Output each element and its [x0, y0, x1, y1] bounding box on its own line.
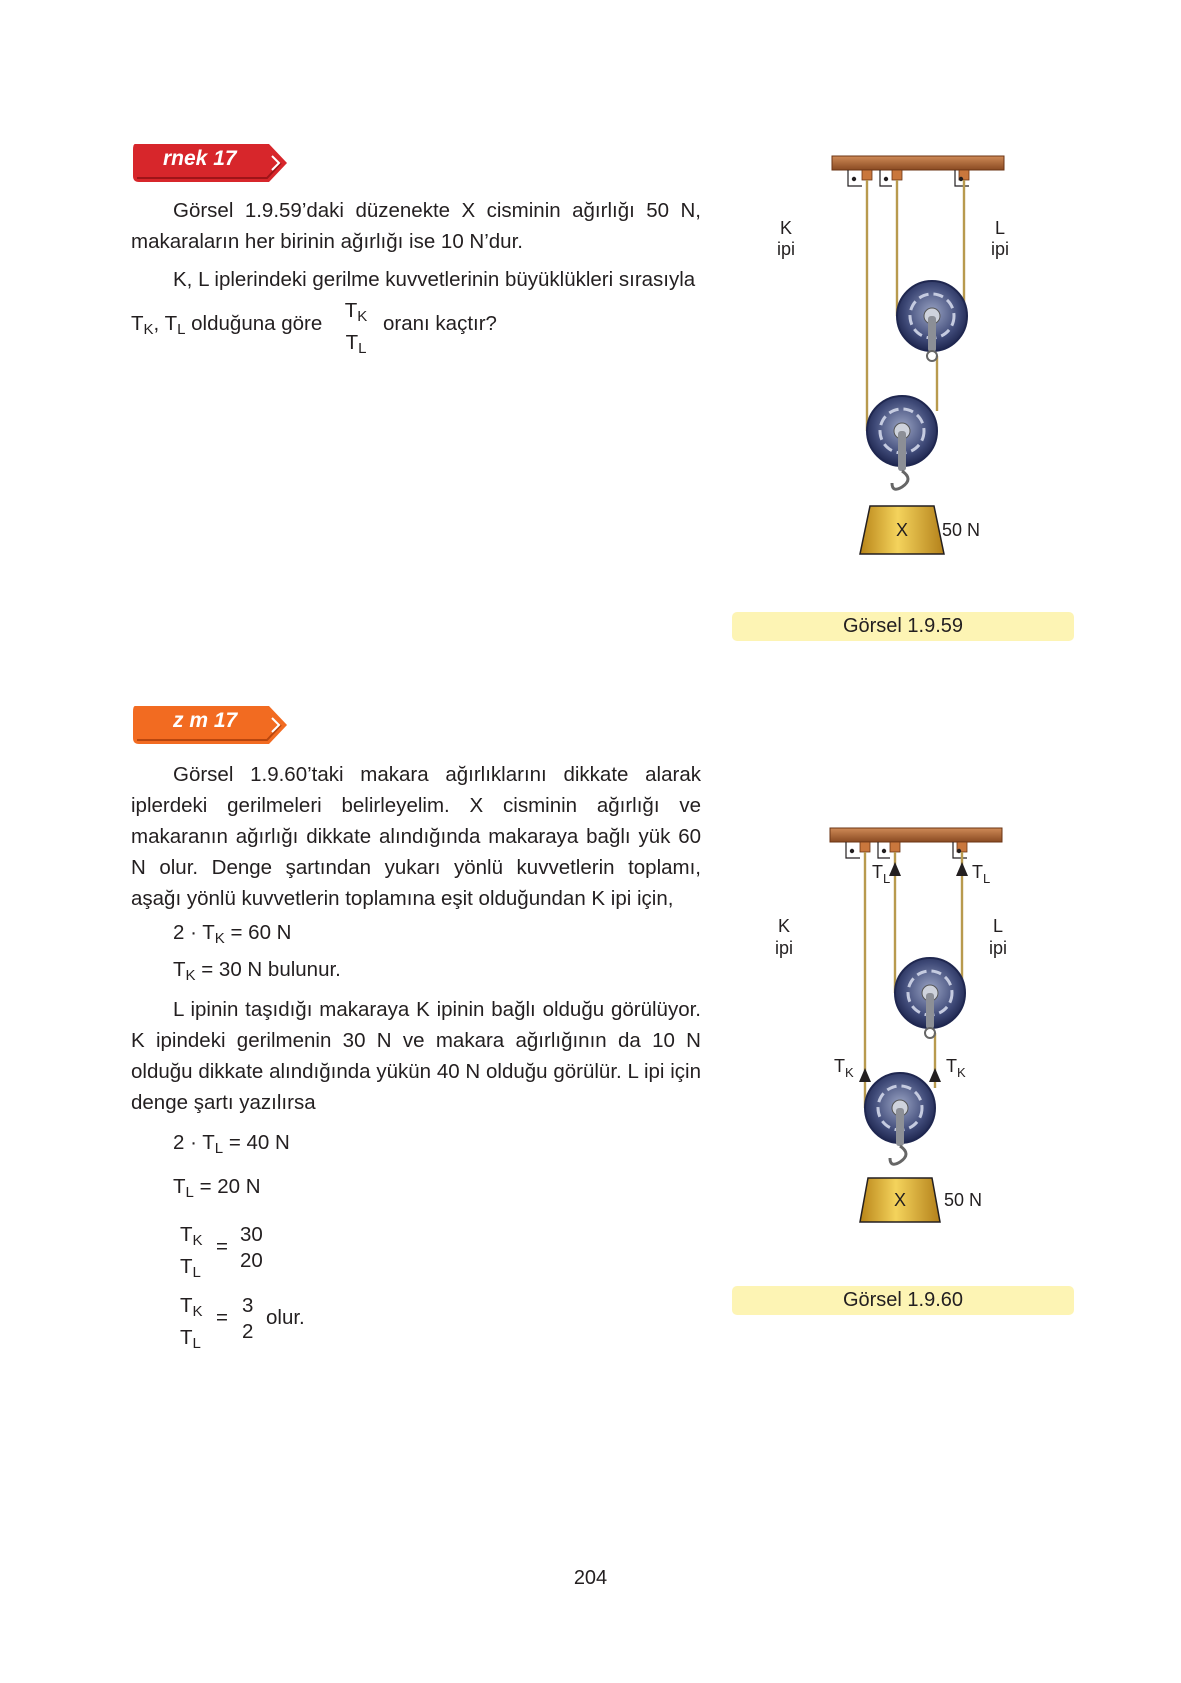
k-subscript: K [192, 1232, 203, 1249]
k-subscript: K [957, 1065, 966, 1080]
t-symbol: T [180, 1294, 193, 1317]
t-symbol: T [173, 958, 186, 981]
k-ipi-label: ipi [776, 239, 796, 259]
eq-lhs: 2 · T [173, 921, 215, 944]
k-subscript: K [357, 308, 368, 325]
example-banner-label: rnek 17 [163, 147, 237, 170]
l-subscript: L [983, 871, 991, 886]
solution-banner [131, 700, 291, 748]
example-paragraph-1: Görsel 1.9.59’daki düzenekte X cisminin ağırlığı 50 N, makaraların her birinin ağırlığı ise 10 N’dur. [131, 199, 701, 253]
mass-label: X [895, 520, 909, 540]
t-symbol: T [164, 312, 178, 335]
pulley-figure-2 [774, 818, 1082, 1288]
lower-pulley [865, 1073, 935, 1164]
tension-tk-right [946, 1056, 966, 1080]
t-symbol: T [946, 1056, 957, 1076]
equals-sign: = [216, 1306, 228, 1329]
l-subscript: L [214, 1140, 224, 1157]
l-rope-label: L [994, 218, 1006, 238]
k-subscript: K [214, 930, 225, 947]
t-symbol: T [872, 862, 883, 882]
pulley-figure-1 [776, 146, 1082, 616]
ratio-equation-2 [180, 1293, 340, 1352]
figure-2-caption: Görsel 1.9.60 [732, 1286, 1074, 1315]
solution-paragraph-1: Görsel 1.9.60’taki makara ağırlıklarını dikkate alarak iplerdeki gerilmeleri belirleyelim. X cisminin ağırlığı ve makaranın ağırlığı dikkate alındığında makaraya bağlı yük 60 N olur. Denge şartından yukarı yönlü kuvvetlerin toplamı, aşağı yönlü kuvvetlerin toplamına eşit olduğundan K ipi için, [131, 763, 701, 910]
l-ipi-label: ipi [988, 938, 1008, 958]
fraction-denominator: 20 [240, 1249, 263, 1272]
example-banner [131, 138, 291, 186]
l-subscript: L [192, 1335, 201, 1352]
t-symbol: T [173, 1175, 186, 1198]
t-symbol: T [344, 299, 358, 322]
k-subscript: K [143, 321, 154, 338]
ratio-equation-1 [180, 1222, 300, 1281]
k-subscript: K [192, 1303, 203, 1320]
ceiling-hooks [862, 170, 969, 180]
solution-paragraph-2: L ipinin taşıdığı makaraya K ipinin bağlı olduğu görülüyor. K ipindeki gerilmenin 30 N ve makara ağırlığının da 10 N olduğu dikkate alındığında yükün 40 N olduğu görülür. L ipi için denge şartı yazılırsa [131, 998, 701, 1114]
tension-tk-left [834, 1056, 854, 1080]
solution-banner-label: z m 17 [173, 709, 238, 732]
weight-label: 50 N [944, 1190, 983, 1210]
weight-label: 50 N [942, 520, 981, 540]
tension-tl-right [972, 862, 990, 886]
ratio-fraction [341, 298, 371, 362]
fraction-numerator: 30 [240, 1223, 263, 1246]
lower-pulley [867, 396, 937, 489]
l-subscript: L [358, 340, 367, 357]
ceiling-beam [832, 156, 1004, 170]
upper-pulley [895, 958, 965, 1038]
equation-1 [173, 921, 291, 947]
eq-rhs: = 20 N [199, 1175, 261, 1198]
t-symbol: T [180, 1255, 193, 1278]
l-subscript: L [192, 1264, 201, 1281]
t-symbol: T [345, 331, 359, 354]
t-symbol: T [180, 1223, 193, 1246]
eq-rhs: = 60 N [230, 921, 292, 944]
t-symbol: T [972, 862, 983, 882]
figure-1-caption: Görsel 1.9.59 [732, 612, 1074, 641]
question-post-text: oranı kaçtır? [383, 312, 497, 335]
mass-label: X [893, 1190, 907, 1210]
t-symbol: T [834, 1056, 845, 1076]
k-rope-label: K [779, 218, 793, 238]
tension-tl-left [872, 862, 890, 886]
conclusion-text: olur. [266, 1306, 305, 1329]
equals-sign: = [216, 1235, 228, 1258]
example-paragraph-2: K, L iplerindeki gerilme kuvvetlerinin büyüklükleri sırasıyla [173, 268, 696, 291]
equation-4 [173, 1175, 261, 1201]
l-ipi-label: ipi [990, 239, 1010, 259]
question-pre-text: olduğuna göre [191, 312, 323, 335]
eq-rhs: = 40 N [228, 1131, 290, 1154]
eq-lhs: 2 · T [173, 1131, 215, 1154]
k-subscript: K [845, 1065, 854, 1080]
page-number: 204 [573, 1567, 608, 1589]
eq-rhs: = 30 N bulunur. [201, 958, 341, 981]
equation-3 [173, 1131, 290, 1157]
l-subscript: L [177, 321, 186, 338]
fraction-denominator: 2 [242, 1320, 254, 1343]
l-subscript: L [185, 1184, 194, 1201]
k-ipi-label: ipi [774, 938, 794, 958]
k-subscript: K [185, 967, 196, 984]
ceiling-hooks [860, 842, 967, 852]
upper-pulley [897, 281, 967, 361]
t-symbol: T [180, 1326, 193, 1349]
ceiling-beam [830, 828, 1002, 842]
equation-2 [173, 958, 341, 984]
t-symbol: T [131, 312, 144, 335]
l-subscript: L [883, 871, 891, 886]
fraction-numerator: 3 [242, 1294, 254, 1317]
l-rope-label: L [992, 916, 1004, 936]
k-rope-label: K [777, 916, 791, 936]
